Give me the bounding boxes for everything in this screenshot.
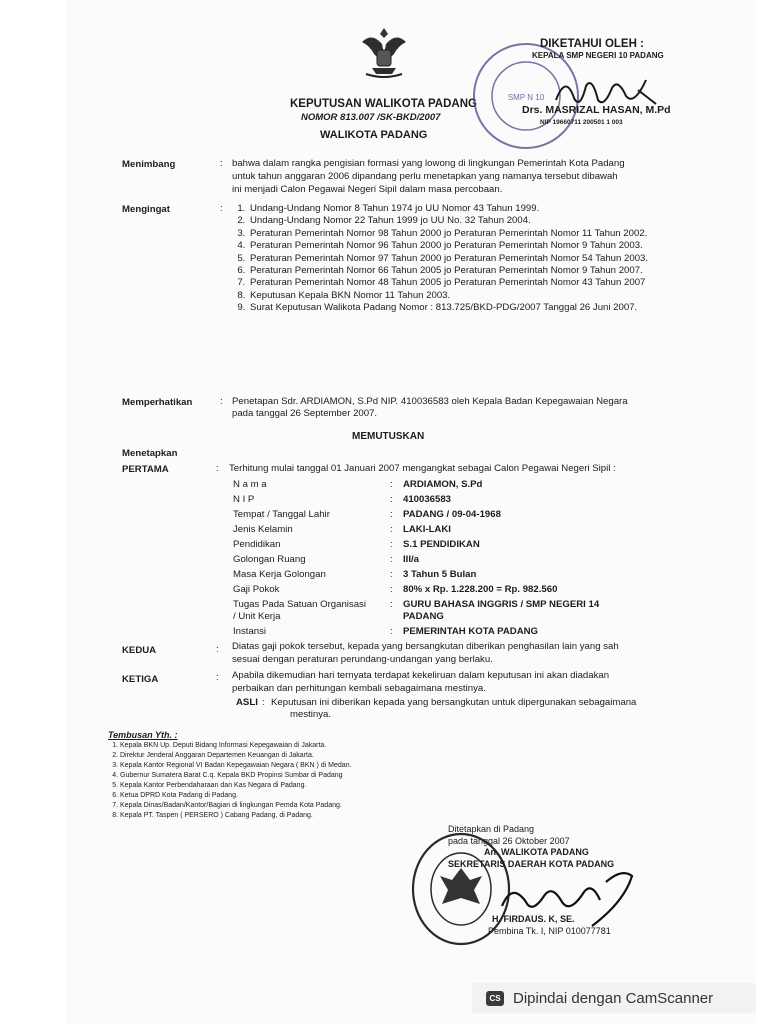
field-value-service: 3 Tahun 5 Bulan (403, 569, 477, 580)
menimbang-line-2: untuk tahun anggaran 2006 dipandang perlu menetapkan yang namanya tersebut dibawah (232, 171, 618, 182)
field-label-birth: Tempat / Tanggal Lahir (233, 509, 330, 520)
field-label-unit: Tugas Pada Satuan Organisasi (233, 599, 366, 610)
field-label-rank: Golongan Ruang (233, 554, 306, 565)
field-label-service: Masa Kerja Golongan (233, 569, 326, 580)
ketiga-label: KETIGA (122, 674, 159, 685)
tembusan-item: 5. Kepala Kantor Perbendaharaan dan Kas Negara di Padang. (120, 781, 460, 791)
approval-subtitle: KEPALA SMP NEGERI 10 PADANG (532, 51, 664, 60)
field-label-nama: N a m a (233, 479, 267, 490)
mengingat-list (232, 203, 676, 315)
tembusan-item: 1. Kepala BKN Up. Deputi Bidang Informasi Kepegawaian di Jakarta. (120, 741, 460, 751)
mengingat-item: 9. Surat Keputusan Walikota Padang Nomor : 813.725/BKD-PDG/2007 Tanggal 26 Juni 2007. (248, 302, 676, 314)
tembusan-item: 6. Ketua DPRD Kota Padang di Padang. (120, 791, 460, 801)
ketiga-colon: : (216, 672, 219, 683)
field-colon: : (390, 569, 393, 580)
garuda-emblem-icon (358, 24, 410, 80)
tembusan-item: 3. Kepala Kantor Regional VI Badan Kepegawaian Negara ( BKN ) di Medan. (120, 761, 460, 771)
field-colon: : (390, 494, 393, 505)
camscanner-logo-icon: CS (486, 991, 504, 1006)
pertama-text: Terhitung mulai tanggal 01 Januari 2007 mengangkat sebagai Calon Pegawai Negeri Sipil : (229, 463, 616, 474)
ketiga-line-2: perbaikan dan perhitungan kembali sebagaimana mestinya. (232, 683, 486, 694)
asli-line-2: mestinya. (290, 709, 332, 720)
mengingat-item: 8. Keputusan Kepala BKN Nomor 11 Tahun 2003. (248, 290, 676, 302)
memperhatikan-label: Memperhatikan (122, 397, 193, 408)
field-value-unit-2: PADANG (403, 611, 444, 622)
pertama-label: PERTAMA (122, 464, 169, 475)
mengingat-colon: : (220, 203, 223, 214)
mengingat-item: 2. Undang-Undang Nomor 22 Tahun 1999 jo UU No. 32 Tahun 2004. (248, 215, 676, 227)
memperhatikan-line-2: pada tanggal 26 September 2007. (232, 408, 378, 419)
tembusan-list (108, 741, 460, 821)
decision-heading: MEMUTUSKAN (352, 431, 425, 442)
decree-title: KEPUTUSAN WALIKOTA PADANG (290, 98, 477, 110)
field-colon: : (390, 539, 393, 550)
field-label-salary: Gaji Pokok (233, 584, 280, 595)
field-value-rank: III/a (403, 554, 419, 565)
signature-role: SEKRETARIS DAERAH KOTA PADANG (448, 858, 615, 869)
mengingat-item: 1. Undang-Undang Nomor 8 Tahun 1974 jo UU Nomor 43 Tahun 1999. (248, 203, 676, 215)
approval-title: DIKETAHUI OLEH : (540, 38, 644, 50)
svg-text:SMP N 10: SMP N 10 (507, 93, 545, 102)
pertama-colon: : (216, 463, 219, 474)
field-value-education: S.1 PENDIDIKAN (403, 539, 480, 550)
field-value-nama: ARDIAMON, S.Pd (403, 479, 483, 490)
official-signature-icon (492, 862, 642, 932)
camscanner-text: Dipindai dengan CamScanner (513, 989, 714, 1007)
asli-line-1: Keputusan ini diberikan kepada yang bersangkutan untuk dipergunakan sebagaimana (271, 697, 637, 708)
approval-nip: NIP 19660711 200501 1 003 (540, 119, 623, 126)
field-colon: : (390, 524, 393, 535)
tembusan-title: Tembusan Yth. : (108, 730, 178, 740)
kedua-line-1: Diatas gaji pokok tersebut, kepada yang bersangkutan diberikan penghasilan lain yang sah (232, 641, 619, 652)
mengingat-item: 5. Peraturan Pemerintah Nomor 97 Tahun 2000 jo Peraturan Pemerintah Nomor 54 Tahun 2003. (248, 253, 676, 265)
field-label-gender: Jenis Kelamin (233, 524, 293, 535)
mengingat-label: Mengingat (122, 204, 170, 215)
field-colon: : (390, 584, 393, 595)
menimbang-label: Menimbang (122, 159, 176, 170)
menimbang-line-1: bahwa dalam rangka pengisian formasi yang lowong di lingkungan Pemerintah Kota Padang (232, 158, 625, 169)
field-colon: : (390, 509, 393, 520)
field-value-unit: GURU BAHASA INGGRIS / SMP NEGERI 14 (403, 599, 600, 610)
field-value-salary: 80% x Rp. 1.228.200 = Rp. 982.560 (403, 584, 558, 595)
tembusan-item: 2. Direktur Jenderal Anggaran Departemen Keuangan di Jakarta. (120, 751, 460, 761)
menetapkan-label: Menetapkan (122, 448, 178, 459)
kedua-line-2: sesuai dengan peraturan perundang-undangan yang berlaku. (232, 654, 493, 665)
menimbang-colon: : (220, 158, 223, 169)
signature-on-behalf: An. WALIKOTA PADANG (484, 847, 589, 858)
kedua-colon: : (216, 644, 219, 655)
signature-place: Ditetapkan di Padang (448, 824, 535, 834)
field-label-unit-2: / Unit Kerja (233, 611, 281, 622)
field-colon: : (390, 554, 393, 565)
mengingat-item: 3. Peraturan Pemerintah Nomor 98 Tahun 2000 jo Peraturan Pemerintah Nomor 11 Tahun 2002. (248, 228, 676, 240)
field-colon: : (390, 479, 393, 490)
field-value-gender: LAKI-LAKI (403, 524, 451, 535)
approval-name: Drs. MASRIZAL HASAN, M.Pd (522, 104, 671, 116)
signature-name: H. FIRDAUS. K, SE. (492, 914, 575, 925)
field-label-nip: N I P (233, 494, 255, 505)
decree-number: NOMOR 813.007 /SK-BKD/2007 (301, 112, 441, 123)
field-colon: : (390, 599, 393, 610)
asli-label: ASLI (236, 697, 258, 708)
field-value-agency: PEMERINTAH KOTA PADANG (403, 626, 539, 637)
ketiga-line-1: Apabila dikemudian hari ternyata terdapat kekeliruan dalam keputusan ini akan diadakan (232, 670, 610, 681)
menimbang-line-3: ini menjadi Calon Pegawai Negeri Sipil dalam masa percobaan. (232, 184, 503, 195)
memperhatikan-colon: : (220, 396, 223, 407)
signature-date: pada tanggal 26 Oktober 2007 (448, 835, 570, 846)
kedua-label: KEDUA (122, 645, 157, 656)
field-value-birth: PADANG / 09-04-1968 (403, 509, 501, 520)
field-value-nip: 410036583 (403, 494, 452, 505)
mengingat-item: 7. Peraturan Pemerintah Nomor 48 Tahun 2005 jo Peraturan Pemerintah Nomor 43 Tahun 2007 (248, 277, 676, 289)
camscanner-watermark (472, 983, 756, 1013)
memperhatikan-line-1: Penetapan Sdr. ARDIAMON, S.Pd NIP. 410036583 oleh Kepala Badan Kepegawaian Negara (232, 396, 628, 407)
approval-signature-icon (552, 70, 662, 116)
field-label-education: Pendidikan (233, 539, 281, 550)
signature-rank: Pembina Tk. I, NIP 010077781 (488, 925, 611, 936)
mengingat-item: 6. Peraturan Pemerintah Nomor 66 Tahun 2005 jo Peraturan Pemerintah Nomor 9 Tahun 2007. (248, 265, 676, 277)
issuer-heading: WALIKOTA PADANG (320, 129, 428, 141)
tembusan-item: 8. Kepala PT. Taspen ( PERSERO ) Cabang Padang, di Padang. (120, 811, 460, 821)
field-label-agency: Instansi (233, 626, 267, 637)
tembusan-item: 7. Kepala Dinas/Badan/Kantor/Bagian di lingkungan Pemda Kota Padang. (120, 801, 460, 811)
tembusan-item: 4. Gubernur Sumatera Barat C.q. Kepala BKD Propinsi Sumbar di Padang (120, 771, 460, 781)
field-colon: : (390, 626, 393, 637)
mengingat-item: 4. Peraturan Pemerintah Nomor 96 Tahun 2000 jo Peraturan Pemerintah Nomor 9 Tahun 2003. (248, 240, 676, 252)
asli-colon: : (262, 697, 265, 708)
